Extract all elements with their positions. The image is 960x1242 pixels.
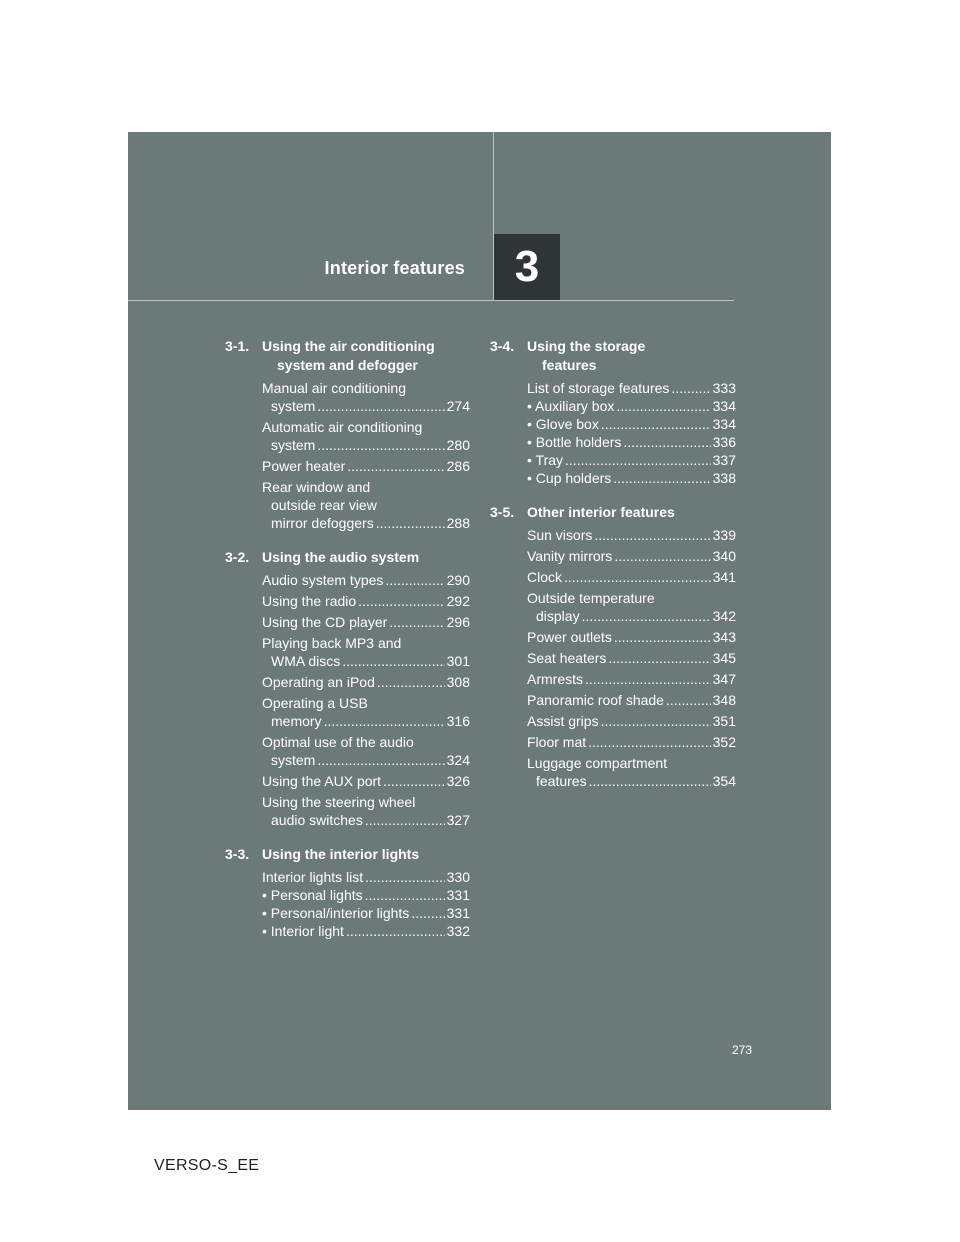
entry-line: [527, 526, 736, 544]
entry-text: Manual air conditioning: [262, 380, 406, 396]
entry-line: [527, 628, 736, 646]
entry-text: Rear window and: [262, 479, 371, 495]
entry-line: [527, 415, 736, 433]
entry-page-number: 337: [712, 452, 736, 468]
entry-text: Outside temperature: [527, 590, 655, 606]
entry-page-number: 339: [712, 527, 736, 543]
toc-entry[interactable]: [527, 568, 736, 586]
toc-entry[interactable]: [262, 694, 470, 730]
entry-line: [527, 451, 736, 469]
section-number: 3-4.: [490, 338, 515, 354]
entry-page-number: 316: [446, 713, 470, 729]
entry-text: • Tray: [527, 452, 564, 468]
entry-line: [262, 712, 470, 730]
dot-leader: [588, 733, 711, 751]
toc-column-left: [225, 337, 470, 956]
toc-entry[interactable]: [262, 868, 470, 886]
toc-entry[interactable]: [527, 526, 736, 544]
dot-leader: [346, 922, 445, 940]
dot-leader: [614, 628, 711, 646]
entry-page-number: 331: [446, 887, 470, 903]
entry-line: [527, 712, 736, 730]
dot-leader: [564, 568, 711, 586]
entry-text: Playing back MP3 and: [262, 635, 402, 651]
entry-line: [527, 397, 736, 415]
toc-entry[interactable]: [262, 613, 470, 631]
entry-text: Assist grips: [527, 713, 599, 729]
entry-page-number: 274: [446, 398, 470, 414]
dot-leader: [365, 811, 445, 829]
entry-page-number: 336: [712, 434, 736, 450]
dot-leader: [601, 415, 711, 433]
entry-page-number: 345: [712, 650, 736, 666]
entry-text: system: [271, 398, 316, 414]
dot-leader: [565, 451, 711, 469]
entry-page-number: 327: [446, 812, 470, 828]
entry-text: Power outlets: [527, 629, 612, 645]
section-heading-title: [262, 548, 470, 567]
footer-code: VERSO-S_EE: [154, 1157, 260, 1174]
dot-leader: [377, 673, 445, 691]
dot-leader: [594, 526, 710, 544]
entry-page-number: 347: [712, 671, 736, 687]
entry-page-number: 340: [712, 548, 736, 564]
entry-text: Using the AUX port: [262, 773, 382, 789]
entry-text: Clock: [527, 569, 563, 585]
entry-text: Using the CD player: [262, 614, 388, 630]
entry-line: [262, 571, 470, 589]
entry-text: • Cup holders: [527, 470, 612, 486]
entry-page-number: 286: [446, 458, 470, 474]
section-title: Interior features: [324, 258, 465, 278]
entry-line: [527, 670, 736, 688]
dot-leader: [585, 670, 711, 688]
dot-leader: [365, 886, 445, 904]
entry-line: [527, 469, 736, 487]
entry-page-number: 352: [712, 734, 736, 750]
entry-page-number: 338: [712, 470, 736, 486]
entry-line: [262, 652, 470, 670]
dot-leader: [613, 469, 710, 487]
entry-page-number: 290: [446, 572, 470, 588]
dot-leader: [385, 571, 444, 589]
section-number: 3-5.: [490, 504, 515, 520]
toc-entry[interactable]: [527, 733, 736, 751]
entry-line: [527, 691, 736, 709]
entry-line: [527, 568, 736, 586]
section-heading-line: system and defogger: [277, 357, 418, 373]
toc-entry[interactable]: [527, 691, 736, 709]
entry-text: mirror defoggers: [271, 515, 374, 531]
entry-page-number: 308: [446, 674, 470, 690]
toc-section: [225, 337, 470, 532]
entry-page-number: 324: [446, 752, 470, 768]
entry-line: [527, 607, 736, 625]
entry-text: audio switches: [271, 812, 363, 828]
section-heading-line: Other interior features: [527, 504, 675, 520]
section-heading: [490, 503, 736, 522]
toc-entry[interactable]: [262, 379, 470, 415]
entry-line: [262, 751, 470, 769]
entry-line: [262, 922, 470, 940]
entry-page-number: 341: [712, 569, 736, 585]
toc-entry[interactable]: [262, 793, 470, 829]
entry-line: [527, 733, 736, 751]
entry-text: List of storage features: [527, 380, 670, 396]
toc-entry[interactable]: [527, 547, 736, 565]
dot-leader: [671, 379, 710, 397]
entry-text: Interior lights list: [262, 869, 364, 885]
section-heading-title: [262, 337, 470, 375]
section-heading-line: features: [542, 357, 597, 373]
toc-entry[interactable]: [527, 433, 736, 451]
entry-page-number: 296: [446, 614, 470, 630]
dot-leader: [317, 436, 444, 454]
toc-entry[interactable]: [527, 451, 736, 469]
section-heading-title: [527, 503, 736, 522]
chapter-number-box: [494, 234, 560, 300]
entry-page-number: 334: [712, 416, 736, 432]
entry-text: Vanity mirrors: [527, 548, 613, 564]
entry-text: Armrests: [527, 671, 583, 687]
toc-section: [490, 337, 736, 487]
toc-entry[interactable]: [262, 922, 470, 940]
toc-entry[interactable]: [262, 478, 470, 532]
dot-leader: [317, 397, 444, 415]
entry-page-number: 351: [712, 713, 736, 729]
section-heading-line: Using the interior lights: [262, 846, 420, 862]
entry-line: [527, 547, 736, 565]
entry-text: features: [536, 773, 587, 789]
entry-text: • Auxiliary box: [527, 398, 615, 414]
section-heading: [225, 548, 470, 567]
section-heading-line: Using the audio system: [262, 549, 420, 565]
section-heading-line: Using the storage: [527, 338, 646, 354]
entry-text: Sun visors: [527, 527, 593, 543]
toc-entry[interactable]: [527, 397, 736, 415]
entry-page-number: 292: [446, 593, 470, 609]
entry-text: Automatic air conditioning: [262, 419, 423, 435]
entry-page-number: 343: [712, 629, 736, 645]
toc-entry[interactable]: [262, 772, 470, 790]
entry-line: [262, 514, 470, 532]
page-number: 273: [732, 1043, 753, 1057]
entry-text: memory: [271, 713, 322, 729]
entry-text: Operating a USB: [262, 695, 368, 711]
toc-entry[interactable]: [262, 457, 470, 475]
dot-leader: [317, 751, 444, 769]
entry-line: [262, 592, 470, 610]
entry-page-number: 330: [446, 869, 470, 885]
toc-entry[interactable]: [262, 418, 470, 454]
toc-section: [490, 503, 736, 790]
entry-line: [262, 457, 470, 475]
section-heading-title: [262, 845, 470, 864]
entry-text: display: [536, 608, 580, 624]
entry-line: [262, 868, 470, 886]
toc-section: [225, 548, 470, 829]
dot-leader: [347, 457, 444, 475]
entry-page-number: 348: [712, 692, 736, 708]
entry-text: system: [271, 752, 316, 768]
entry-list: [490, 379, 736, 487]
section-number: 3-1.: [225, 338, 250, 354]
toc-entry[interactable]: [262, 571, 470, 589]
entry-page-number: 331: [446, 905, 470, 921]
entry-page-number: 342: [712, 608, 736, 624]
dot-leader: [389, 613, 444, 631]
entry-text: • Personal lights: [262, 887, 363, 903]
toc-entry[interactable]: [262, 886, 470, 904]
entry-list: [225, 379, 470, 532]
entry-page-number: 354: [712, 773, 736, 789]
dot-leader: [614, 547, 710, 565]
toc-entry[interactable]: [527, 670, 736, 688]
dot-leader: [411, 904, 444, 922]
entry-line: [262, 436, 470, 454]
dot-leader: [376, 514, 445, 532]
dot-leader: [608, 649, 710, 667]
entry-text: Power heater: [262, 458, 346, 474]
entry-text: Seat heaters: [527, 650, 607, 666]
entry-text: WMA discs: [271, 653, 341, 669]
toc-entry[interactable]: [527, 712, 736, 730]
toc-entry[interactable]: [262, 634, 470, 670]
dot-leader: [358, 592, 444, 610]
toc-entry[interactable]: [262, 904, 470, 922]
entry-page-number: 301: [446, 653, 470, 669]
entry-line: [262, 397, 470, 415]
entry-text: Operating an iPod: [262, 674, 375, 690]
dot-leader: [616, 397, 710, 415]
toc-entry[interactable]: [527, 628, 736, 646]
toc-column-right: [490, 337, 736, 806]
dot-leader: [383, 772, 445, 790]
entry-page-number: 326: [446, 773, 470, 789]
header-divider-horizontal: [128, 300, 734, 301]
entry-line: [262, 886, 470, 904]
entry-line: [262, 772, 470, 790]
entry-page-number: 280: [446, 437, 470, 453]
toc-entry[interactable]: [262, 673, 470, 691]
entry-list: [490, 526, 736, 790]
toc-entry[interactable]: [527, 469, 736, 487]
dot-leader: [666, 691, 711, 709]
section-number: 3-2.: [225, 549, 250, 565]
entry-line: [527, 649, 736, 667]
entry-text: • Personal/interior lights: [262, 905, 410, 921]
entry-line: [262, 811, 470, 829]
entry-text: • Interior light: [262, 923, 344, 939]
section-heading: [490, 337, 736, 375]
dot-leader: [623, 433, 710, 451]
entry-page-number: 332: [446, 923, 470, 939]
entry-line: [527, 433, 736, 451]
dot-leader: [342, 652, 444, 670]
dot-leader: [365, 868, 444, 886]
section-heading: [225, 845, 470, 864]
entry-text: Audio system types: [262, 572, 384, 588]
toc-entry[interactable]: [527, 415, 736, 433]
entry-page-number: 334: [712, 398, 736, 414]
section-number: 3-3.: [225, 846, 250, 862]
entry-text: Using the radio: [262, 593, 357, 609]
entry-text: • Glove box: [527, 416, 599, 432]
entry-text: Floor mat: [527, 734, 587, 750]
section-heading: [225, 337, 470, 375]
entry-line: [527, 379, 736, 397]
entry-text: system: [271, 437, 316, 453]
entry-text: Optimal use of the audio: [262, 734, 414, 750]
toc-entry[interactable]: [262, 592, 470, 610]
toc-entry[interactable]: [527, 589, 736, 625]
entry-list: [225, 571, 470, 829]
chapter-number: 3: [514, 242, 540, 291]
entry-text: Panoramic roof shade: [527, 692, 664, 708]
entry-page-number: 333: [712, 380, 736, 396]
toc-entry[interactable]: [527, 754, 736, 790]
entry-page-number: 288: [446, 515, 470, 531]
entry-line: [262, 904, 470, 922]
dot-leader: [324, 712, 445, 730]
toc-entry[interactable]: [527, 379, 736, 397]
dot-leader: [582, 607, 711, 625]
entry-text: • Bottle holders: [527, 434, 622, 450]
entry-line: [262, 613, 470, 631]
entry-line: [262, 673, 470, 691]
section-heading-line: Using the air conditioning: [262, 338, 435, 354]
chapter-panel: [128, 132, 831, 1110]
entry-text: Using the steering wheel: [262, 794, 416, 810]
entry-text: outside rear view: [271, 497, 377, 513]
toc-section: [225, 845, 470, 940]
toc-entry[interactable]: [262, 733, 470, 769]
entry-text: Luggage compartment: [527, 755, 668, 771]
entry-list: [225, 868, 470, 940]
toc-entry[interactable]: [527, 649, 736, 667]
dot-leader: [601, 712, 711, 730]
section-heading-title: [527, 337, 736, 375]
dot-leader: [589, 772, 711, 790]
entry-line: [527, 772, 736, 790]
